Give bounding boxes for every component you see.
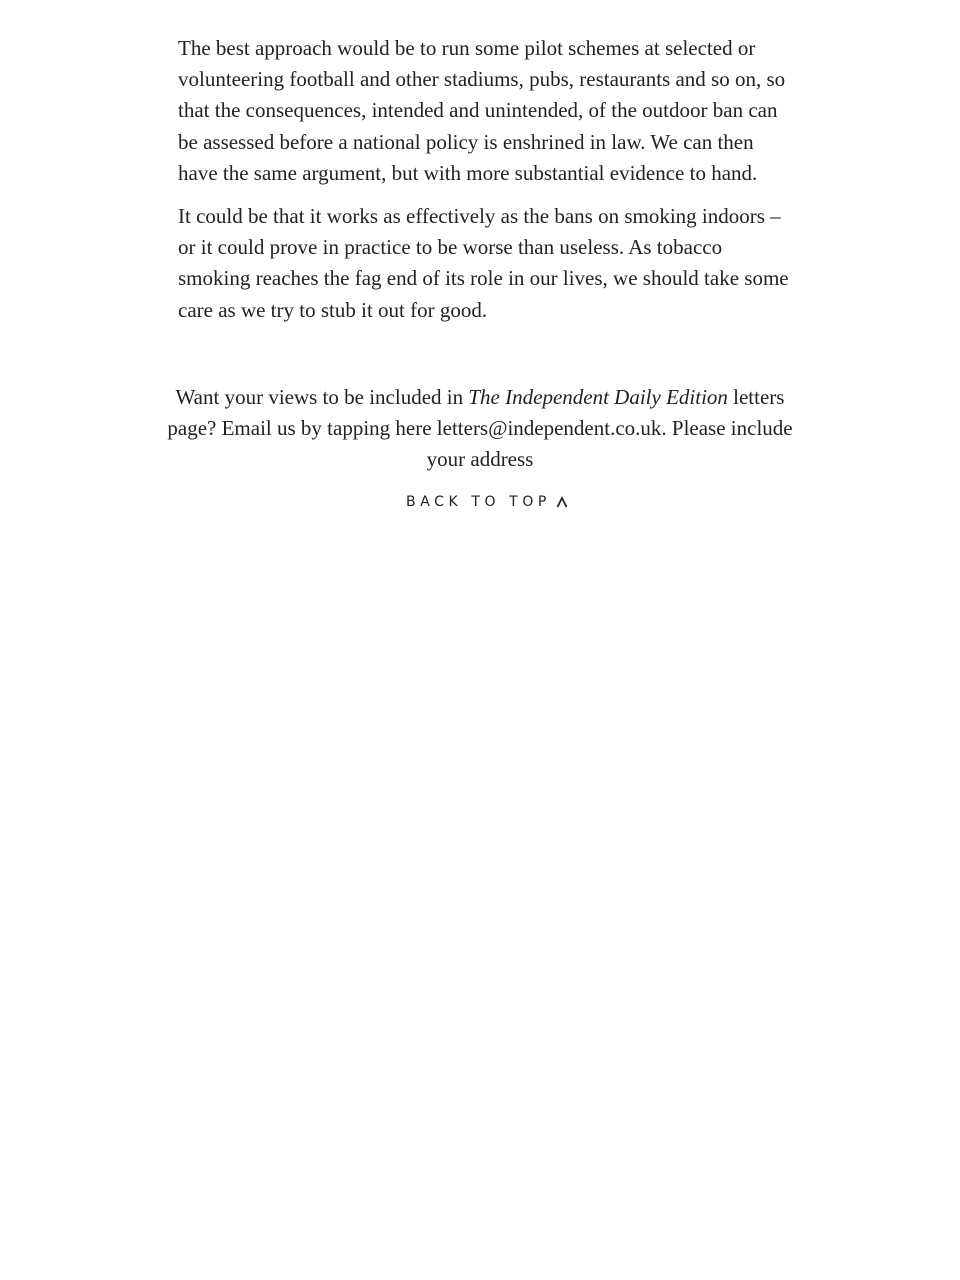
article-paragraph: It could be that it works as effectively as the bans on smoking indoors – or it could prove in practice to be worse than useless. As tobacco smoking reaches the fag end of its role in our lives, we should take some care as we try to stub it out for good.	[178, 204, 789, 322]
letters-call-to-action	[160, 382, 800, 475]
cta-suffix: . Please include your address	[426, 416, 793, 471]
cta-prefix: Want your views to be included in	[175, 385, 469, 409]
back-to-top-label: BACK TO TOP	[406, 494, 551, 510]
article-paragraph: The best approach would be to run some pilot schemes at selected or volunteering football and other stadiums, pubs, restaurants and so on, so that the consequences, intended and unintended, of the outdoor ban can be assessed before a national policy is enshrined in law. We can then have the same argument, but with more substantial evidence to hand.	[178, 36, 786, 185]
cta-middle: letters page? Email us by tapping here	[167, 385, 785, 440]
article-body	[178, 33, 798, 338]
back-to-top-button[interactable]	[406, 489, 569, 515]
publication-name: The Independent Daily Edition	[468, 385, 728, 409]
letters-email-link[interactable]: letters@independent.co.uk	[436, 416, 662, 440]
caret-up-icon	[555, 495, 569, 509]
